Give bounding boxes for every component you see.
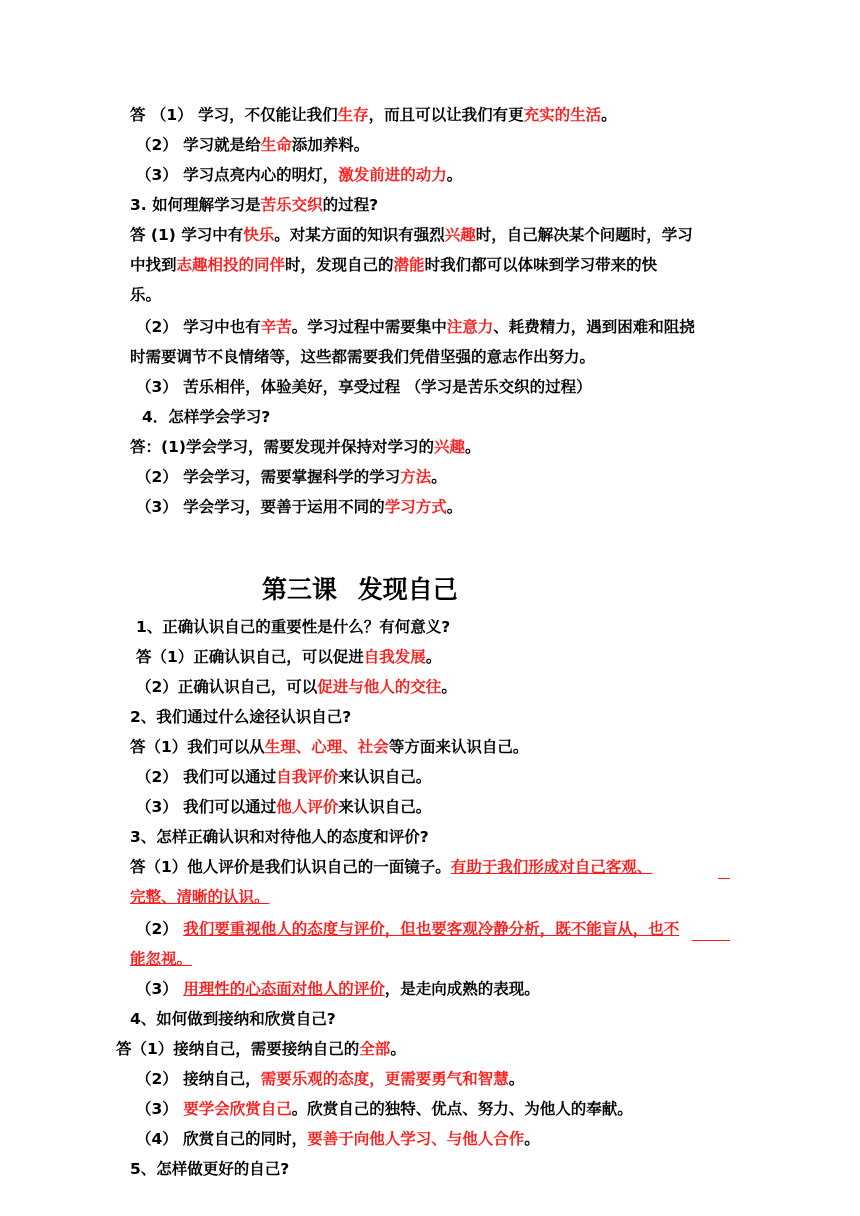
text-line: [130, 104, 617, 126]
highlighted-text: 能忽视。: [130, 950, 193, 968]
text-run: （2） 学会学习，需要掌握科学的学习: [136, 468, 401, 486]
text-run: 。学习过程中需要集中: [291, 318, 447, 336]
text-run: 等方面来认识自己。: [388, 738, 529, 756]
text-line: [136, 134, 369, 156]
highlighted-text: 兴趣: [444, 226, 476, 244]
text-run: 时需要调节不良情绪等，这些都需要我们凭借坚强的意志作出努力。: [130, 348, 596, 366]
highlighted-text: 生理、心理、社会: [264, 738, 389, 756]
text-line: [136, 164, 462, 186]
text-line: [130, 194, 378, 216]
text-line: [130, 736, 528, 758]
text-run: （4） 欣赏自己的同时，: [136, 1130, 308, 1148]
text-run: 。: [390, 1040, 406, 1058]
text-line: [130, 224, 693, 246]
text-line: [130, 254, 657, 276]
highlighted-text: 潜能: [393, 256, 425, 274]
text-line: [130, 856, 652, 878]
text-run: 答（1）他人评价是我们认识自己的一面镜子。: [130, 858, 451, 876]
text-run: 。: [425, 648, 442, 666]
text-run: （3） 苦乐相伴，体验美好，享受过程 （学习是苦乐交织的过程）: [136, 378, 592, 396]
highlighted-text: 学习方式: [384, 498, 447, 516]
highlighted-text: 需要乐观的态度，更需要勇气和智慧: [260, 1070, 509, 1088]
text-line: [136, 466, 447, 488]
text-run: 2、我们通过什么途径认识自己?: [130, 708, 352, 726]
text-run: 。欣赏自己的独特、优点、努力、为他人的奉献。: [291, 1100, 633, 1118]
text-run: 。: [524, 1130, 540, 1148]
highlighted-text: 快乐: [243, 226, 275, 244]
highlighted-text: 用理性的心态面对他人的评价: [183, 980, 385, 998]
text-run: 的过程?: [322, 196, 379, 214]
highlighted-text: 自我发展: [363, 648, 426, 666]
highlighted-text: 自我评价: [276, 768, 339, 786]
highlighted-text: 兴趣: [433, 438, 465, 456]
underline-tail: [692, 940, 730, 941]
text-run: 。: [441, 678, 457, 696]
text-run: ，而且可以让我们有更: [368, 106, 524, 124]
text-run: （2） 学习中也有: [136, 318, 261, 336]
text-line: [130, 948, 192, 970]
text-run: 。: [431, 468, 447, 486]
highlighted-text: 生命: [260, 136, 292, 154]
text-run: （2）正确认识自己，可以: [136, 678, 318, 696]
text-line: [136, 496, 462, 518]
text-run: （2） 接纳自己，: [136, 1070, 261, 1088]
highlighted-text: 全部: [359, 1040, 391, 1058]
highlighted-text: 充实的生活: [523, 106, 602, 124]
highlighted-text: 激发前进的动力: [338, 166, 447, 184]
text-run: 来认识自己。: [338, 768, 432, 786]
text-line: [136, 796, 431, 818]
highlighted-text: 有助于我们形成对自己客观、: [450, 858, 653, 876]
text-line: [130, 284, 161, 306]
highlighted-text: 要善于向他人学习、与他人合作: [307, 1130, 525, 1148]
highlighted-text: 志趣相投的同伴: [176, 256, 286, 274]
highlighted-text: 他人评价: [276, 798, 339, 816]
text-line: [130, 1158, 289, 1180]
text-line: [136, 766, 431, 788]
text-line: [130, 826, 429, 848]
text-line: [130, 1008, 336, 1030]
text-line: [136, 676, 457, 698]
text-run: 时，发现自己的: [285, 256, 394, 274]
highlighted-text: 注意力: [446, 318, 494, 336]
text-run: 答 （1） 学习，不仅能让我们: [130, 106, 338, 124]
text-run: 。: [601, 106, 617, 124]
text-line: [116, 1038, 406, 1060]
highlighted-text: 苦乐交织: [260, 196, 323, 214]
text-line: [136, 616, 450, 638]
text-run: ，是走向成熟的表现。: [384, 980, 540, 998]
text-run: （3）: [136, 1100, 184, 1118]
text-run: （3） 学会学习，要善于运用不同的: [136, 498, 385, 516]
text-run: （2） 我们可以通过: [136, 768, 277, 786]
text-run: 添加养料。: [291, 136, 370, 154]
text-line: [130, 706, 351, 728]
highlighted-text: 要学会欣赏自己: [183, 1100, 292, 1118]
highlighted-text: 促进与他人的交往: [317, 678, 442, 696]
lesson-heading: 第三课 发现自己: [262, 575, 458, 604]
text-run: （2） 学习就是给: [136, 136, 261, 154]
text-run: 1、正确认识自己的重要性是什么？有何意义?: [136, 618, 451, 636]
text-run: 时我们都可以体味到学习带来的快: [424, 256, 658, 274]
text-run: （3） 学习点亮内心的明灯，: [136, 166, 339, 184]
text-run: 、耗费精力，遇到困难和阻挠: [493, 318, 695, 336]
underline-tail: [718, 878, 730, 879]
text-line: [136, 1098, 633, 1120]
highlighted-text: 生存: [337, 106, 369, 124]
text-run: 答（1）正确认识自己，可以促进: [136, 648, 364, 666]
highlighted-text: 我们要重视他人的态度与评价，但也要客观冷静分析，既不能盲从，也不: [183, 920, 680, 938]
text-run: 来认识自己。: [338, 798, 432, 816]
text-line: [136, 1068, 524, 1090]
text-run: （3） 我们可以通过: [136, 798, 277, 816]
text-run: 答（1）接纳自己，需要接纳自己的: [116, 1040, 360, 1058]
text-run: 答（1）我们可以从: [130, 738, 265, 756]
text-run: （2）: [136, 920, 184, 938]
text-line: [136, 918, 679, 940]
text-run: 答 (1) 学习中有: [130, 226, 244, 244]
text-run: 4．怎样学会学习?: [142, 408, 271, 426]
text-run: 乐。: [130, 286, 162, 304]
text-run: 。: [446, 498, 463, 516]
text-line: [136, 1128, 540, 1150]
text-line: [136, 978, 540, 1000]
text-run: 答：(1)学会学习，需要发现并保持对学习的: [130, 438, 434, 456]
text-line: [136, 316, 695, 338]
text-run: 。: [464, 438, 481, 456]
text-run: 。: [446, 166, 463, 184]
highlighted-text: 辛苦: [260, 318, 292, 336]
text-line: [142, 406, 270, 428]
text-run: 3、怎样正确认识和对待他人的态度和评价?: [130, 828, 429, 846]
text-line: [136, 376, 592, 398]
text-run: 4、如何做到接纳和欣赏自己?: [130, 1010, 336, 1028]
text-line: [130, 886, 270, 908]
highlighted-text: 完整、清晰的认识。: [130, 888, 270, 906]
text-run: 3. 如何理解学习是: [130, 196, 261, 214]
text-run: 。对某方面的知识有强烈: [274, 226, 445, 244]
highlighted-text: 方法: [400, 468, 432, 486]
text-run: 。: [508, 1070, 525, 1088]
text-run: 时，自己解决某个问题时，学习: [475, 226, 693, 244]
text-line: [130, 436, 481, 458]
text-run: 中找到: [130, 256, 177, 274]
text-run: （3）: [136, 980, 184, 998]
text-line: [136, 646, 441, 668]
text-line: [130, 346, 595, 368]
text-run: 5、怎样做更好的自己?: [130, 1160, 290, 1178]
